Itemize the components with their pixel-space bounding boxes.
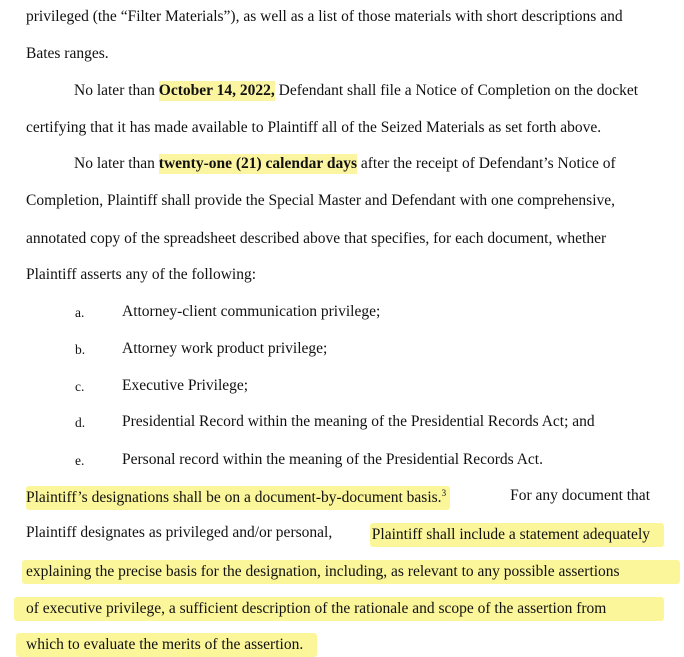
designations-line-2-pre: Plaintiff designates as privileged and/or personal,	[26, 524, 337, 541]
designations-line-5	[16, 633, 317, 657]
spreadsheet-line-4-text: Plaintiff asserts any of the following:	[26, 266, 257, 283]
intro-line-1-text: privileged (the “Filter Materials”), as well as a list of those materials with short descriptions and	[26, 8, 623, 25]
notice-line-2	[26, 118, 601, 138]
intro-line-2-text: Bates ranges.	[26, 45, 109, 62]
list-marker: b.	[75, 342, 86, 357]
notice-pre: No later than	[74, 82, 159, 99]
spreadsheet-line-3-text: annotated copy of the spreadsheet described above that specifies, for each document, whether	[26, 230, 607, 247]
list-item-text: Presidential Record within the meaning of the Presidential Records Act; and	[122, 413, 595, 430]
designations-line-2	[26, 523, 650, 547]
list-item-text: Attorney work product privilege;	[122, 340, 328, 357]
designations-highlight-1	[26, 486, 450, 510]
spreadsheet-post: after the receipt of Defendant’s Notice of	[356, 155, 616, 172]
designations-highlight-text: Plaintiff’s designations shall be on a document-by-document basis.	[26, 489, 442, 506]
notice-line-1	[74, 81, 650, 101]
spreadsheet-line-2	[26, 191, 650, 211]
list-marker: d.	[75, 415, 86, 430]
designations-line-1	[26, 486, 650, 510]
list-marker: c.	[75, 379, 85, 394]
designations-line-3-text: explaining the precise basis for the designation, including, as relevant to any possible assertions	[26, 563, 620, 580]
intro-line-1	[26, 7, 650, 27]
list-item-text: Executive Privilege;	[122, 377, 249, 394]
designations-line-5-text: which to evaluate the merits of the assertion.	[26, 636, 304, 653]
spreadsheet-line-1	[74, 154, 650, 174]
list-item-text: Attorney-client communication privilege;	[122, 303, 381, 320]
designations-line-3	[22, 560, 680, 584]
deadline-highlight: twenty-one (21) calendar days	[158, 155, 357, 172]
spreadsheet-line-2-text: Completion, Plaintiff shall provide the Special Master and Defendant with one comprehensive,	[26, 192, 615, 209]
spreadsheet-pre: No later than	[74, 155, 159, 172]
footnote-marker: 3	[441, 487, 447, 498]
list-marker: e.	[75, 453, 85, 468]
spreadsheet-line-4	[26, 265, 256, 285]
notice-line-2-text: certifying that it has made available to Plaintiff all of the Seized Materials as set forth above.	[26, 119, 602, 136]
notice-post: Defendant shall file a Notice of Completion on the docket	[274, 82, 639, 99]
designations-after-1: For any document that	[506, 487, 650, 504]
designations-highlight-2: Plaintiff shall include a statement adequately	[370, 523, 664, 547]
list-marker: a.	[75, 305, 85, 320]
list-item-text: Personal record within the meaning of the Presidential Records Act.	[122, 451, 543, 468]
intro-line-2	[26, 44, 109, 64]
designations-line-4-text: of executive privilege, a sufficient description of the rationale and scope of the assertion from	[26, 600, 607, 617]
notice-date-highlight: October 14, 2022,	[158, 82, 275, 99]
designations-line-4	[14, 597, 664, 621]
spreadsheet-line-3	[26, 229, 650, 249]
